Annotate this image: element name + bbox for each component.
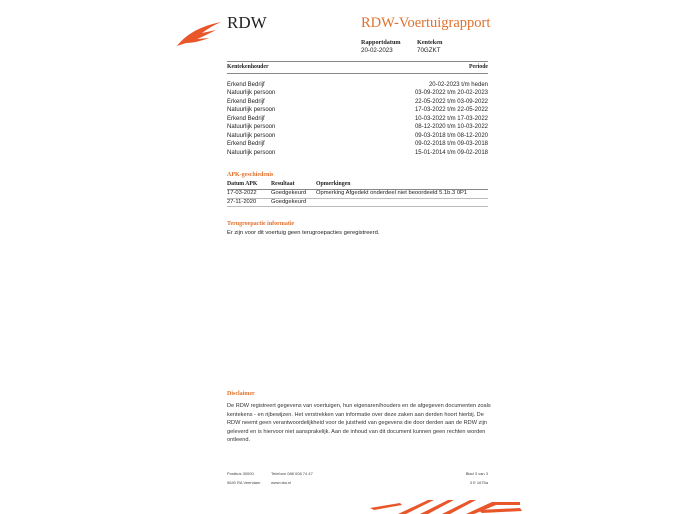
period-cell: 17-03-2022 t/m 22-05-2022: [414, 107, 488, 113]
disclaimer-text: [227, 402, 491, 445]
divider: [227, 61, 488, 62]
disclaimer-title: Disclaimer: [227, 391, 255, 397]
plate-label: Kenteken: [417, 39, 443, 46]
apk-remarks-cell: Opmerking Afgedekt onderdeel niet beoordeeld 5.1b.3 0P1: [316, 190, 468, 196]
period-cell: 15-01-2014 t/m 09-02-2018: [414, 149, 488, 156]
holder-cell: Natuurlijk persoon: [227, 124, 276, 130]
period-cell: 09-03-2018 t/m 08-12-2020: [414, 132, 488, 139]
recall-section-title: Terugroepactie informatie: [227, 221, 295, 227]
period-cell: 09-02-2018 t/m 09-03-2018: [414, 141, 488, 147]
disclaimer-line: RDW neemt geen verantwoordelijkheid voor de juistheid van gegevens die door derden aan de RDW zijn: [227, 420, 487, 427]
report-date-value: 20-02-2023: [361, 47, 393, 54]
footer-address: [227, 469, 260, 487]
period-cell: 08-12-2020 t/m 10-03-2022: [414, 124, 488, 130]
table-row: [227, 132, 488, 141]
footer-phone: Telefoon 088 008 74 47: [271, 471, 313, 476]
col-period-header: Periode: [469, 64, 488, 70]
recall-text: Er zijn voor dit voertuig geen terugroepacties geregistreerd.: [227, 230, 380, 236]
disclaimer-line: geleverd en is hiervoor niet aansprakelijk. Aan de inhoud van dit document kunnen geen rechten worden: [227, 428, 486, 435]
period-cell: 20-02-2023 t/m heden: [428, 81, 488, 88]
period-cell: 10-03-2022 t/m 17-03-2022: [414, 115, 488, 122]
disclaimer-line: De RDW registreert gegevens van voertuigen, hun eigenaren/houders en de afgegeven documenten zoals: [227, 403, 491, 409]
table-row: [227, 106, 488, 115]
apk-result-cell: Goedgekeurd: [271, 190, 307, 196]
holder-cell: Natuurlijk persoon: [227, 149, 276, 156]
footer-contact: [271, 469, 313, 487]
apk-date-cell: 27-11-2020: [227, 199, 257, 205]
holder-cell: Erkend Bedrijf: [227, 81, 265, 88]
apk-section-title: APK-geschiedenis: [227, 172, 274, 178]
holder-cell: Natuurlijk persoon: [227, 107, 276, 113]
divider: [227, 206, 488, 207]
table-row: [227, 140, 488, 149]
brand-name: RDW: [227, 13, 267, 32]
footer-city: 9640 RA Veendam: [227, 480, 261, 485]
holder-cell: Erkend Bedrijf: [227, 115, 265, 122]
table-row: [227, 149, 488, 158]
report-date-label: Rapportdatum: [361, 39, 401, 46]
apk-date-cell: 17-03-2022: [227, 190, 257, 196]
footer-page-number: Blad 3 van 3: [465, 471, 488, 476]
period-cell: 22-05-2022 t/m 03-09-2022: [414, 98, 488, 105]
report-date-block: [361, 39, 401, 55]
disclaimer-line: ontleend.: [227, 437, 251, 444]
table-row: [227, 123, 488, 132]
col-apk-date-header: Datum APK: [227, 181, 258, 187]
holder-cell: Erkend Bedrijf: [227, 98, 265, 105]
footer-website: www.rdw.nl: [271, 480, 292, 485]
table-row: [227, 89, 488, 98]
divider: [227, 198, 488, 199]
plate-value: 70GZKT: [417, 47, 441, 54]
decorative-stripes-icon: [370, 496, 530, 514]
apk-result-cell: Goedgekeurd: [271, 199, 307, 205]
holder-cell: Natuurlijk persoon: [227, 90, 276, 96]
col-remarks-header: Opmerkingen: [316, 181, 351, 187]
holder-cell: Natuurlijk persoon: [227, 132, 276, 139]
footer-postbox: Postbus 30000: [227, 471, 254, 476]
table-row: [227, 115, 488, 124]
footer-page-info: [466, 469, 488, 487]
table-row: [227, 81, 488, 90]
divider: [227, 73, 488, 74]
period-cell: 03-09-2022 t/m 20-02-2023: [414, 90, 488, 96]
disclaimer-line: kentekens - en rijbewijzen. Het verstrekken van informatie over deze zaken aan derden hoort hierbij. De: [227, 411, 484, 418]
col-holder-header: Kentekenhouder: [227, 64, 269, 70]
document-title: RDW-Voertuigrapport: [361, 15, 491, 31]
table-row: [227, 98, 488, 107]
plate-block: [417, 39, 442, 55]
col-result-header: Resultaat: [271, 181, 295, 187]
rdw-logo-icon: [176, 21, 222, 47]
footer-doc-code: 3 E 1675a: [469, 480, 488, 485]
holder-cell: Erkend Bedrijf: [227, 141, 265, 147]
